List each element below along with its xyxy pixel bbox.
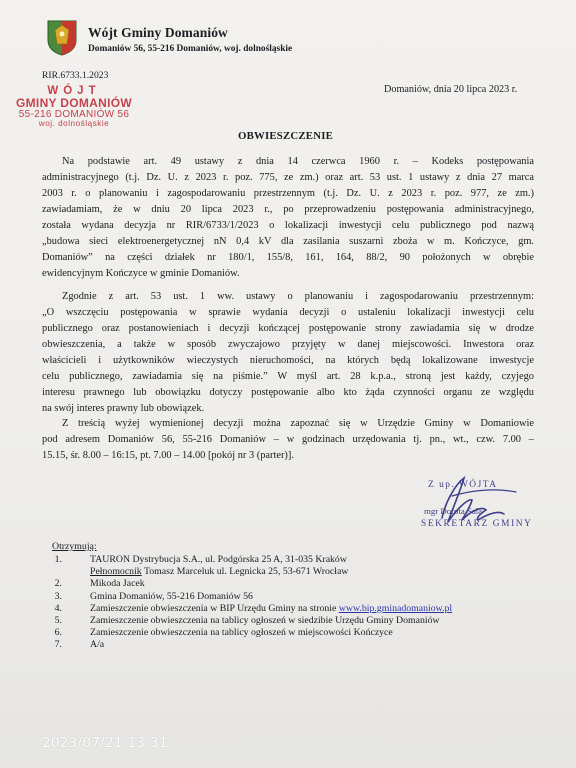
item-number: 6. xyxy=(54,627,62,639)
text-line: zawiadamiam, że w dniu 20 lipca 2023 r., po przeprowadzeniu postępowania administracyjnego, xyxy=(42,204,534,215)
recipients-label: Otrzymują: xyxy=(52,541,97,552)
item-text: A/a xyxy=(90,639,105,651)
stamp-line-2: GMINY DOMANIÓW xyxy=(16,96,132,111)
text-line: 2003 r. o planowaniu i zagospodarowaniu przestrzennym (t.j. Dz. U. z 2023 r. poz. 977, ze zm.) xyxy=(42,188,534,199)
paragraph-legal-basis xyxy=(42,154,534,282)
text-line: na swój interes prawny lub obowiązek. xyxy=(42,403,205,414)
stamp-line-3: 55-216 DOMANIÓW 56 xyxy=(18,108,130,120)
item-text: Tomasz Marceluk ul. Legnicka 25, 53-671 Wrocław xyxy=(141,566,349,578)
paragraph-access-info xyxy=(42,416,534,464)
list-item xyxy=(52,627,532,639)
item-text: Zamieszczenie obwieszczenia na tablicy ogłoszeń w siedzibie Urzędu Gminy Domaniów xyxy=(90,615,440,627)
item-number: 5. xyxy=(54,615,62,627)
coat-of-arms-icon xyxy=(47,20,77,56)
item-number: 7. xyxy=(54,639,62,651)
text-line: obwieszczenia, a także w sposób zwyczajowo przyjęty w danej miejscowości. Inwestora oraz xyxy=(42,339,534,350)
item-text: Zamieszczenie obwieszczenia w BIP Urzędu Gminy na stronie xyxy=(90,602,339,614)
item-text: Gmina Domaniów, 55-216 Domaniów 56 xyxy=(90,590,253,602)
text-line: administracyjnego (t.j. Dz. U. z 2023 r. poz. 775, ze zm.) oraz art. 53 ust. 1 ustawy z dnia 27 marca xyxy=(42,172,534,183)
signature-authority: Z up. WÓJTA xyxy=(428,480,498,490)
paragraph-article-53 xyxy=(42,289,534,417)
header-title: Wójt Gminy Domaniów xyxy=(88,25,228,40)
stamp-line-1: WÓJT xyxy=(47,85,101,97)
text-line: Na podstawie art. 49 ustawy z dnia 14 czerwca 1960 r. – Kodeks postępowania xyxy=(62,156,534,167)
list-item xyxy=(52,578,532,590)
header-address: Domaniów 56, 55-216 Domaniów, woj. dolnośląskie xyxy=(88,44,293,54)
document-heading: OBWIESZCZENIE xyxy=(238,130,334,142)
proxy-label: Pełnomocnik xyxy=(90,566,142,578)
item-text: Zamieszczenie obwieszczenia na tablicy ogłoszeń w miejscowości Kończyce xyxy=(90,627,393,639)
text-line: Zgodnie z art. 53 ust. 1 ww. ustawy o planowaniu i zagospodarowaniu przestrzennym: xyxy=(62,291,534,302)
item-number: 1. xyxy=(54,554,62,565)
text-line: Z treścią wyżej wymienionej decyzji można zapoznać się w Urzędzie Gminy w Domaniowie xyxy=(62,418,534,429)
item-number: 4. xyxy=(54,602,62,614)
list-item xyxy=(52,591,532,603)
reference-number: RIR.6733.1.2023 xyxy=(42,70,109,81)
text-line: interesu prawnego lub obowiązku dotyczy postępowanie albo kto żąda czynności organu ze względu xyxy=(42,387,534,398)
list-item xyxy=(52,615,532,627)
stamp-line-4: woj. dolnośląskie xyxy=(38,119,110,129)
text-line: pod adresem Domaniów 56, 55-216 Domaniów – w godzinach urzędowania tj. pn., wt., czw. 7.00 – xyxy=(42,434,534,445)
list-item xyxy=(52,639,532,651)
text-line: została wydana decyzja nr RIR/6733/1/2023 o lokalizacji inwestycji celu publicznego pod nazwą xyxy=(42,220,534,231)
text-line: publicznego oraz postanowieniach i decyzji kończącej postępowanie strony zawiadamia się w drodze xyxy=(42,323,534,334)
bip-link[interactable]: www.bip.gminadomaniow.pl xyxy=(338,602,453,614)
item-text: TAURON Dystrybucja S.A., ul. Podgórska 25 A, 31-035 Kraków xyxy=(90,554,347,565)
text-line: „O wszczęciu postępowania w sprawie wydania decyzji o ustaleniu lokalizacji inwestycji celu xyxy=(42,307,534,318)
item-number: 2. xyxy=(54,578,62,590)
text-line: właścicieli i użytkowników wieczystych nieruchomości, na których będą lokalizowane inwestycje xyxy=(42,355,534,366)
recipients-list xyxy=(52,554,532,652)
signatory-name: mgr Dorota Sala xyxy=(424,506,483,516)
official-stamp xyxy=(4,85,144,129)
list-item xyxy=(52,554,532,566)
list-item xyxy=(52,603,532,615)
text-line: celu publicznego, zawiadamia się na piśmie.” W myśl art. 28 k.p.a., stroną jest każdy, czyjego xyxy=(42,371,534,382)
list-item xyxy=(52,566,532,578)
signatory-title: SEKRETARZ GMINY xyxy=(421,519,533,529)
text-line: Domaniów” na części działek nr 180/1, 155/8, 161, 164, 88/2, 90 położonych w obrębie xyxy=(42,252,534,263)
text-line: 15.15, śr. 8.00 – 16:15, pt. 7.00 – 14.00 [pokój nr 3 (parter)]. xyxy=(42,450,294,461)
photo-timestamp: 2023/07/21 13:31 xyxy=(42,735,168,751)
place-date: Domaniów, dnia 20 lipca 2023 r. xyxy=(384,84,518,95)
item-text: Mikoda Jacek xyxy=(90,578,145,590)
text-line: ewidencyjnym Kończyce w gminie Domaniów. xyxy=(42,268,240,279)
item-number: 3. xyxy=(54,590,62,602)
text-line: „budowa sieci elektroenergetycznej nN 0,4 kV dla zasilania suszarni zboża w m. Kończyce, gm. xyxy=(42,236,534,247)
